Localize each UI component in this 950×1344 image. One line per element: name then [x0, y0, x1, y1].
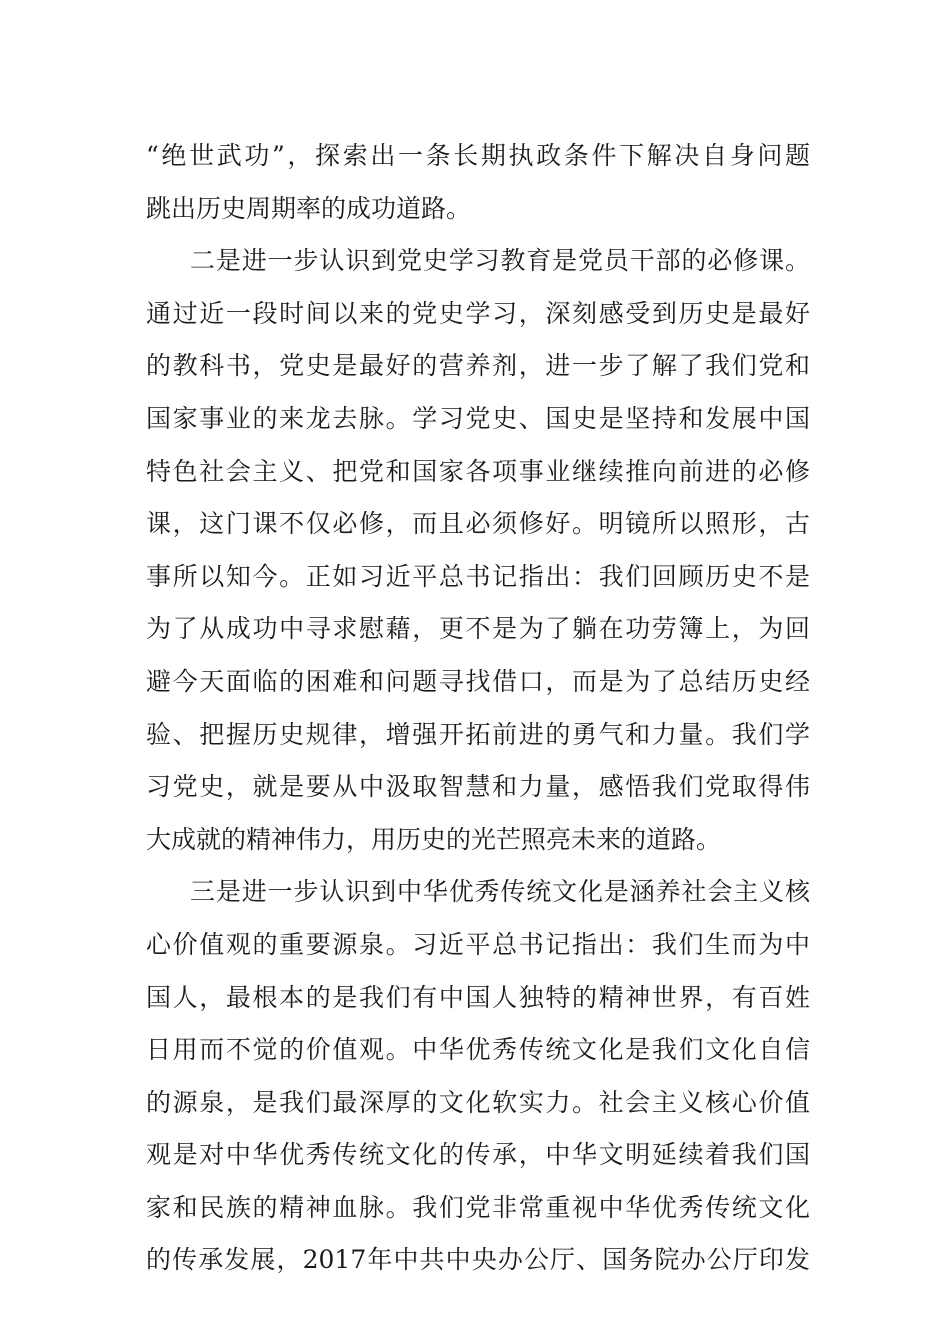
- text-line: 避今天面临的困难和问题寻找借口，而是为了总结历史经: [146, 666, 810, 696]
- text-line: 大成就的精神伟力，用历史的光芒照亮未来的道路。: [146, 824, 722, 854]
- text-line: 课，这门课不仅必修，而且必须修好。明镜所以照形，古: [146, 509, 810, 539]
- text-line: 国人，最根本的是我们有中国人独特的精神世界，有百姓: [146, 982, 810, 1012]
- text-line: 通过近一段时间以来的党史学习，深刻感受到历史是最好: [146, 298, 810, 328]
- text-line: 心价值观的重要源泉。习近平总书记指出：我们生而为中: [146, 929, 810, 959]
- text-line: 观是对中华优秀传统文化的传承，中华文明延续着我们国: [146, 1140, 810, 1170]
- text-line: 日用而不觉的价值观。中华优秀传统文化是我们文化自信: [146, 1035, 810, 1065]
- text-line: 跳出历史周期率的成功道路。: [146, 193, 472, 223]
- text-line: 验、把握历史规律，增强开拓前进的勇气和力量。我们学: [146, 719, 810, 749]
- text-line: “绝世武功”，探索出一条长期执政条件下解决自身问题: [146, 141, 810, 170]
- text-line: 国家事业的来龙去脉。学习党史、国史是坚持和发展中国: [146, 403, 810, 433]
- text-line: 为了从成功中寻求慰藉，更不是为了躺在功劳簿上，为回: [146, 614, 810, 644]
- paragraph-3: [146, 866, 810, 1287]
- text-line: 事所以知今。正如习近平总书记指出：我们回顾历史不是: [146, 561, 810, 591]
- text-line: 二是进一步认识到党史学习教育是党员干部的必修课。: [190, 246, 810, 276]
- text-line: 的传承发展，2017年中共中央办公厅、国务院办公厅印发: [146, 1245, 810, 1275]
- text-line: 的教科书，党史是最好的营养剂，进一步了解了我们党和: [146, 351, 810, 381]
- text-line: 家和民族的精神血脉。我们党非常重视中华优秀传统文化: [146, 1192, 810, 1222]
- text-line: 习党史，就是要从中汲取智慧和力量，感悟我们党取得伟: [146, 772, 810, 802]
- text-line: 三是进一步认识到中华优秀传统文化是涵养社会主义核: [190, 877, 810, 907]
- paragraph-2: [146, 235, 810, 866]
- text-line: 的源泉，是我们最深厚的文化软实力。社会主义核心价值: [146, 1087, 810, 1117]
- text-line: 特色社会主义、把党和国家各项事业继续推向前进的必修: [146, 456, 810, 486]
- body-text: [146, 130, 810, 1287]
- paragraph-continued: [146, 130, 810, 235]
